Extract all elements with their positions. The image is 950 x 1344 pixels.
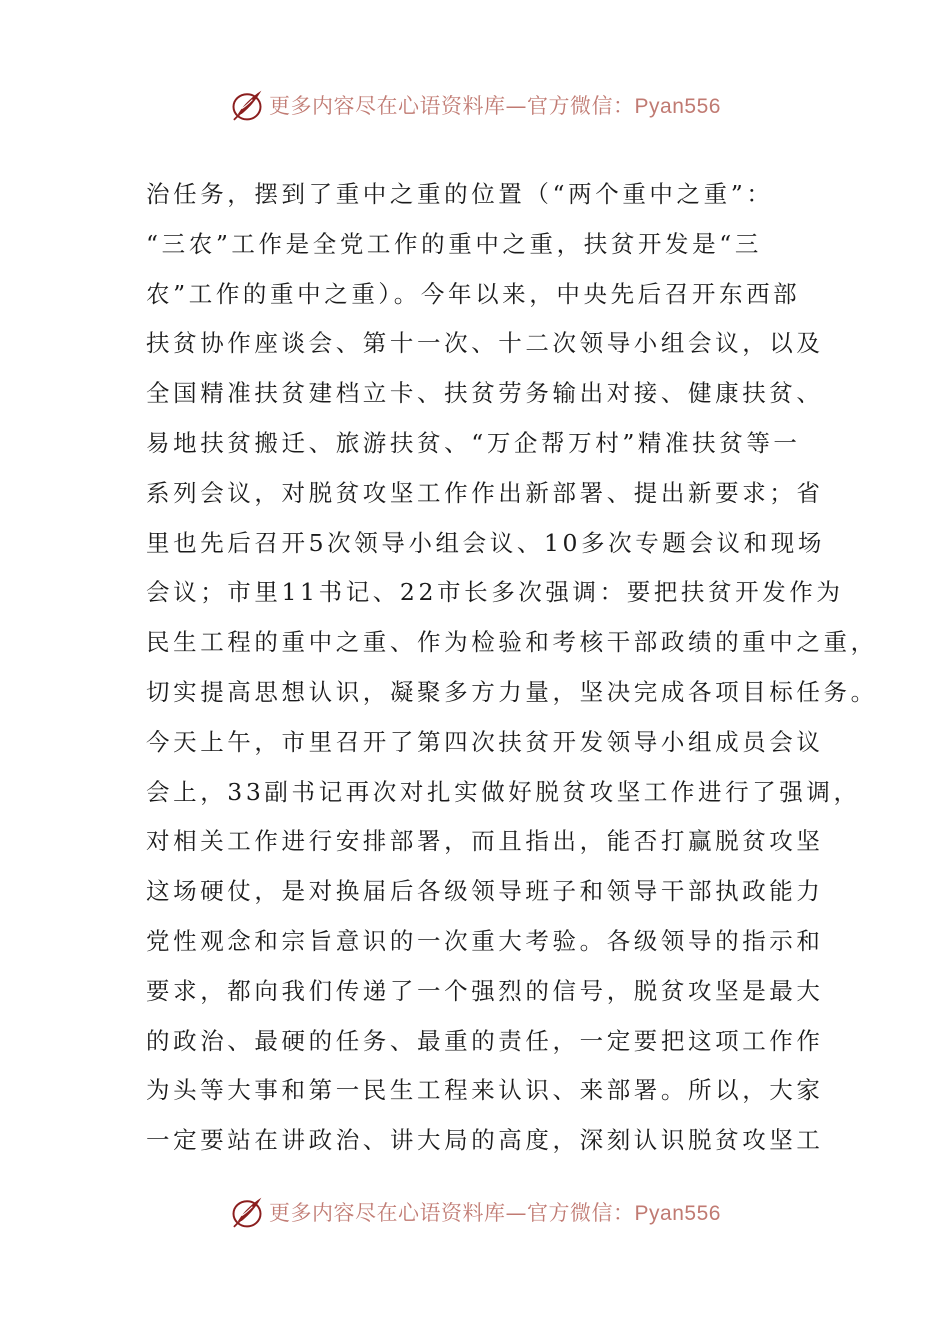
body-line: “三农”工作是全党工作的重中之重，扶贫开发是“三 (146, 229, 762, 258)
header-watermark-label: 更多内容尽在心语资料库—官方微信： (269, 94, 635, 118)
body-line: 的政治、最硬的任务、最重的责任，一定要把这项工作作 (146, 1026, 824, 1055)
footer-watermark-label: 更多内容尽在心语资料库—官方微信： (269, 1201, 635, 1225)
quill-feather-logo-icon (229, 1194, 265, 1230)
body-line: 易地扶贫搬迁、旅游扶贫、“万企帮万村”精准扶贫等一 (146, 428, 801, 457)
body-line: 一定要站在讲政治、讲大局的高度，深刻认识脱贫攻坚工 (146, 1126, 824, 1155)
body-line: 要求，都向我们传递了一个强烈的信号，脱贫攻坚是最大 (146, 976, 824, 1005)
header-watermark-banner (0, 85, 950, 125)
footer-watermark-text (269, 1197, 721, 1227)
body-line: 治任务，摆到了重中之重的位置（“两个重中之重”： (146, 180, 774, 208)
header-watermark-text (269, 90, 721, 120)
body-line: 这场硬仗，是对换届后各级领导班子和领导干部执政能力 (146, 877, 824, 906)
document-body (146, 170, 878, 1166)
body-line: 今天上午，市里召开了第四次扶贫开发领导小组成员会议 (146, 727, 824, 756)
body-line: 切实提高思想认识，凝聚多方力量，坚决完成各项目标任务。 (146, 677, 878, 706)
body-line: 党性观念和宗旨意识的一次重大考验。各级领导的指示和 (146, 926, 824, 955)
footer-watermark-banner (0, 1192, 950, 1232)
body-line: 为头等大事和第一民生工程来认识、来部署。所以，大家 (146, 1076, 824, 1105)
body-line: 对相关工作进行安排部署，而且指出，能否打赢脱贫攻坚 (146, 827, 824, 856)
quill-feather-logo-icon (229, 87, 265, 123)
body-line: 会上，33副书记再次对扎实做好脱贫攻坚工作进行了强调， (146, 777, 861, 806)
footer-wechat-id: Pyan556 (634, 1202, 721, 1225)
body-line: 扶贫协作座谈会、第十一次、十二次领导小组会议，以及 (146, 329, 824, 358)
body-line: 民生工程的重中之重、作为检验和考核干部政绩的重中之重， (146, 628, 878, 657)
body-line: 里也先后召开5次领导小组会议、10多次专题会议和现场 (146, 528, 825, 557)
body-line: 全国精准扶贫建档立卡、扶贫劳务输出对接、健康扶贫、 (146, 379, 824, 408)
body-line: 系列会议，对脱贫攻坚工作作出新部署、提出新要求；省 (146, 478, 824, 507)
header-wechat-id: Pyan556 (634, 95, 721, 118)
body-line: 农”工作的重中之重）。今年以来，中央先后召开东西部 (146, 279, 801, 308)
body-line: 会议；市里11书记、22市长多次强调：要把扶贫开发作为 (146, 578, 844, 607)
